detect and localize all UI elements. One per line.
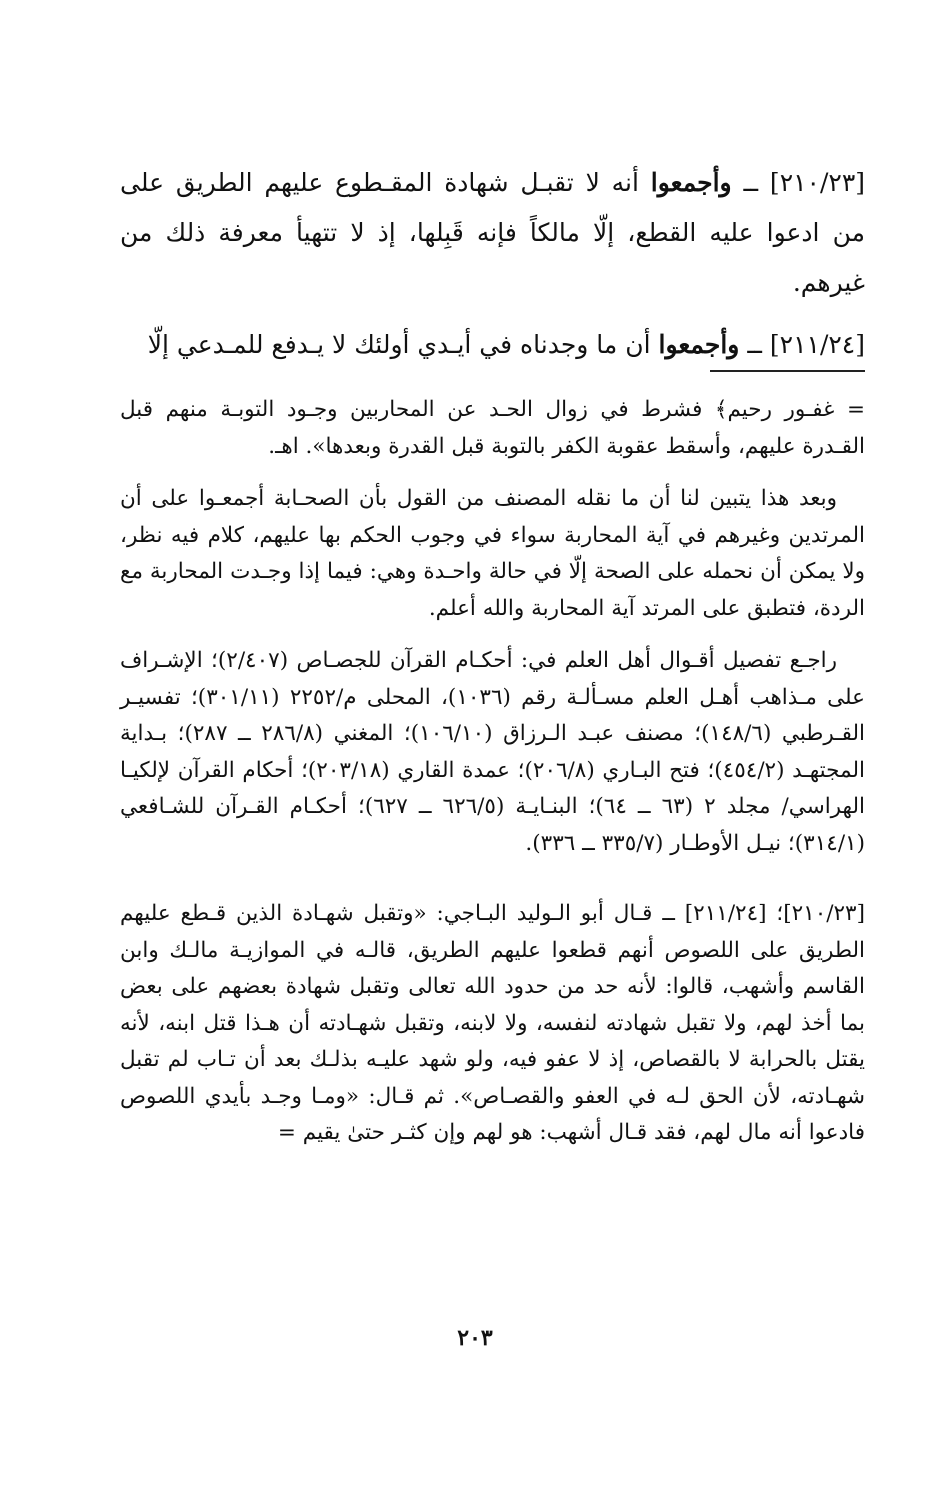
footnote-references: راجـع تفصيل أقـوال أهل العلم في: أحكـام القرآن للجصـاص (٢/٤٠٧)؛ الإشـراف على مـذاهب أهـل العلم مسـألـة رقم (١٠٣٦)، المحلى م/٢٢٥٢ (٣٠١/١١)؛ تفسيـر القـرطبي (١٤٨/٦)؛ مصنف عبـد الـرزاق (١٠٦/١٠)؛ المغني (٢٨٦/٨ ــ ٢٨٧)؛ بـداية المجتهـد (٤٥٤/٢)؛ فتح البـاري (٢٠٦/٨)؛ عمدة القاري (٢٠٣/١٨)؛ أحكام القرآن لإلكيـا الهراسي/ مجلد ٢ (٦٣ ــ ٦٤)؛ البنـايـة (٦٢٦/٥ ــ ٦٢٧)؛ أحكـام القـرآن للشـافعي (٣١٤/١)؛ نيـل الأوطـار (٣٣٥/٧ ــ ٣٣٦). bbox=[120, 648, 866, 856]
entry-text: أنه لا تقبـل شهادة المقـطوع عليهم الطريق على من ادعوا عليه القطع، إلّا مالكاً فإنه قَبِلها، إذ لا تتهيأ معرفة ذلك من غيرهم. bbox=[120, 168, 865, 297]
lead-word: وأجمعوا bbox=[658, 330, 740, 359]
lead-word: وأجمعوا bbox=[650, 168, 732, 197]
footnote-text: غفـور رحيم﴾ فشرط في زوال الحـد عن المحاربين وجـود التوبـة منهم قبل القـدرة عليهم، وأسقط عقوبة الكفر بالتوبة قبل القدرة وبعدها». اهـ. bbox=[120, 397, 865, 459]
continuation-marker: = bbox=[277, 1120, 296, 1145]
footnote-text: [٢١٠/٢٣]؛ [٢١١/٢٤] ــ قـال أبو الـوليد البـاجي: «وتقبل شهـادة الذين قـطع عليهم الطريق على اللصوص أنهم قطعوا عليهم الطريق، قالـه في الموازيـة مالـك وابن القاسم وأشهب، قالوا: لأنه حد من حدود الله تعالى وتقبل شهادة بعضهم على بعض بما أخذ لهم، ولا تقبل شهادته لنفسه، ولا لابنه، وتقبل شهـادته أن هـذا قتل ابنه، لأنه يقتل بالحرابة لا بالقصاص، إذ لا عفو فيه، ولو شهد عليـه بذلـك بعد أن تـاب لم تقبل شهـادته، لأن الحق لـه في العفو والقصـاص». ثم قـال: «ومـا وجـد بأيدي اللصوص فادعوا أنه مال لهم، فقد قـال أشهب: هو لهم وإن كثـر حتىٰ يقيم bbox=[120, 901, 865, 1145]
main-paragraph-211 bbox=[120, 320, 865, 370]
footnote-continuation bbox=[120, 392, 865, 465]
entry-ref-211-24: [٢١١/٢٤] ــ bbox=[739, 330, 865, 359]
main-text bbox=[120, 158, 865, 382]
main-paragraph-210 bbox=[120, 158, 865, 308]
page-number: ٢٠٣ bbox=[457, 1325, 493, 1351]
footnote-divider bbox=[710, 370, 865, 372]
entry-ref-210-23: [٢١٠/٢٣] ــ bbox=[731, 168, 866, 197]
footnote-baji-quote bbox=[120, 896, 865, 1152]
continuation-marker: = bbox=[846, 397, 865, 422]
entry-text: أن ما وجدناه في أيـدي أولئك لا يـدفع للمـدعي إلّا bbox=[147, 330, 659, 359]
footnote-paragraph: وبعد هذا يتبين لنا أن ما نقله المصنف من القول بأن الصحـابة أجمعـوا على أن المرتدين وغيرهم في آية المحاربة سواء في وجوب الحكم بها عليهم، كلام فيه نظر، ولا يمكن أن نحمله على الصحة إلّا في حالة واحـدة وهي: فيما إذا وجـدت المحاربة مع الردة، فتطبق على المرتد آية المحاربة والله أعلم. bbox=[120, 486, 865, 621]
footnotes bbox=[120, 392, 865, 1168]
